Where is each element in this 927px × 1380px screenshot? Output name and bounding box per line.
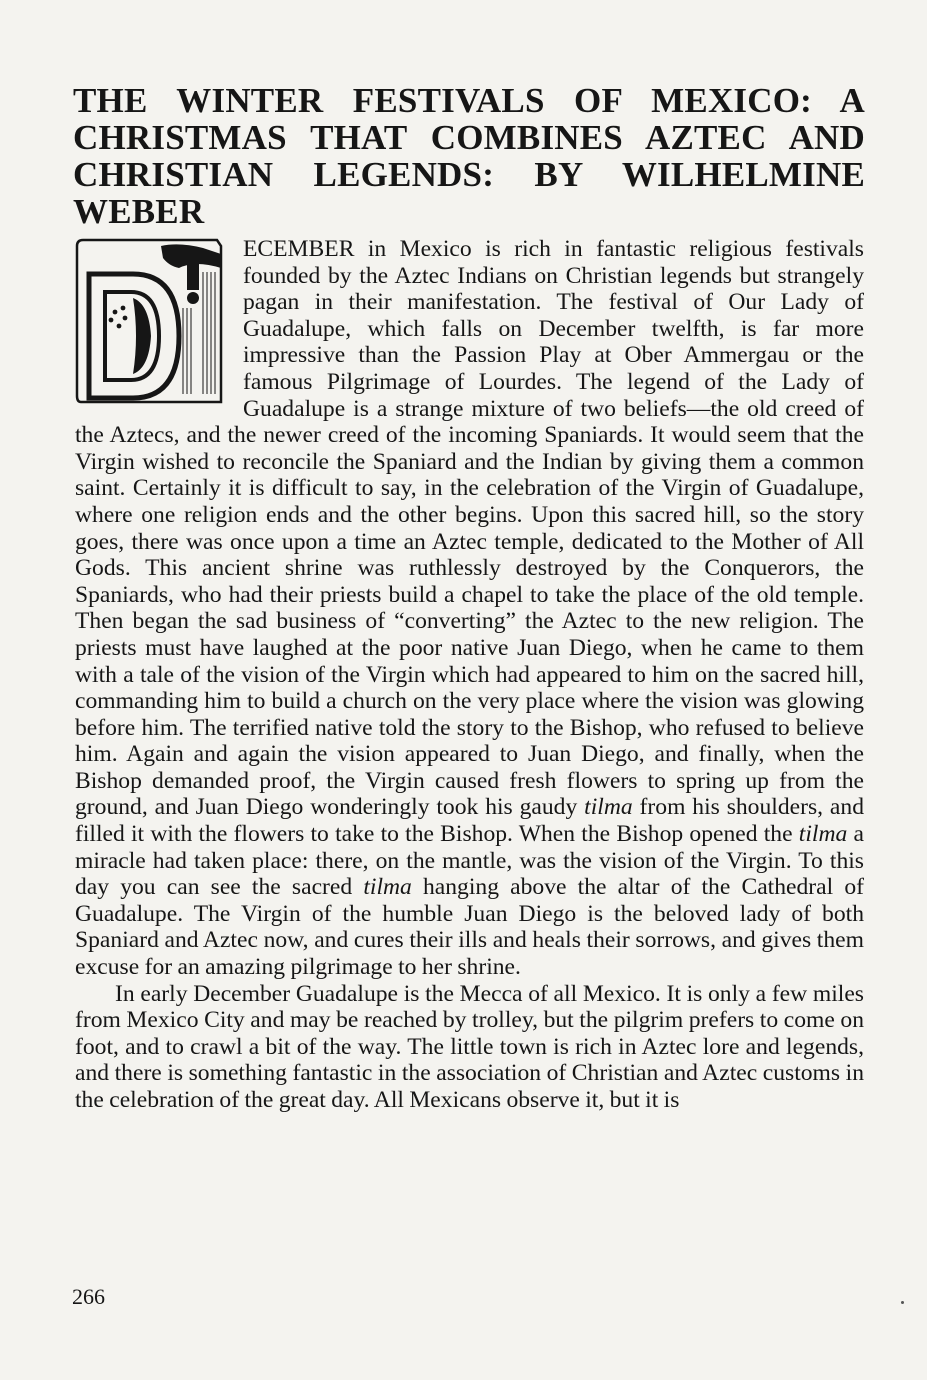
text-run: hanging above the altar of the Cathedral of Guadalupe. The Virgin of the humble Juan Diego is the beloved lady of both Spaniard and Aztec now, and cures their ills and heals their sorrows, and gives them excuse for an amazing pilgrimage to her shrine. [75, 874, 864, 981]
page-number: 266 [72, 1284, 105, 1309]
print-speck [901, 1301, 904, 1304]
italic-term: tilma [798, 821, 848, 848]
ornamental-initial-d-icon [75, 238, 223, 404]
italic-term: tilma [363, 874, 412, 901]
italic-term: tilma [584, 794, 633, 821]
paragraph-2: In early December Guadalupe is the Mecca of all Mexico. It is only a few miles from Mexico City and may be reached by trolley, but the pilgrim prefers to come on foot, and to crawl a bit of the way. The little town is rich in Aztec lore and legends, and there is something fantastic in the association of Christian and Aztec customs in the celebration of the great day. All Mexicans observe it, but it is [75, 980, 864, 1113]
text-run: from his shoulders, and filled it with the flowers to take to the Bishop. When the Bishop opened the [75, 794, 864, 848]
paragraph-1 [75, 236, 864, 981]
text-run: ECEMBER in Mexico is rich in fantastic religious festivals founded by the Aztec Indians on Christian legends but strangely pagan in their manifestation. The festival of Our Lady of Guadalupe, which falls on December twelfth, is far more impressive than the Passion Play at Ober Ammergau or the famous Pilgrimage of Lourdes. The legend of the Lady of Guadalupe is a strange mixture of two beliefs—the old creed of the Aztecs, and the newer creed of the incoming Spaniards. It would seem that the Virgin wished to reconcile the Spaniard and the Indian by giving them a common saint. Certainly it is difficult to say, in the celebration of the Virgin of Guadalupe, where one religion ends and the other begins. Upon this sacred hill, so the story goes, there was once upon a time an Aztec temple, dedicated to the Mother of All Gods. This ancient shrine was ruthlessly destroyed by the Conquerors, the Spaniards, who had their priests build a chapel to take the place of the old temple. Then began the sad business of “converting” the Aztec to the new religion. The priests must have laughed at the poor native Juan Diego, when he came to them with a tale of the vision of the Virgin which had appeared to him on the sacred hill, commanding him to build a church on the very place where the vision was glowing before him. The terrified native told the story to the Bishop, who refused to believe him. Again and again the vision appeared to Juan Diego, and finally, when the Bishop demanded proof, the Virgin caused fresh flowers to spring up from the ground, and Juan Diego wonderingly took his gaudy [75, 236, 864, 821]
article-title: THE WINTER FESTIVALS OF MEXICO: A CHRISTMAS THAT COMBINES AZTEC AND CHRISTIAN LEGENDS: BY WILHELMINE WEBER [73, 81, 865, 231]
article-body [75, 236, 864, 1114]
text-run: a miracle had taken place: there, on the mantle, was the vision of the Virgin. To this day you can see the sacred [75, 821, 864, 901]
